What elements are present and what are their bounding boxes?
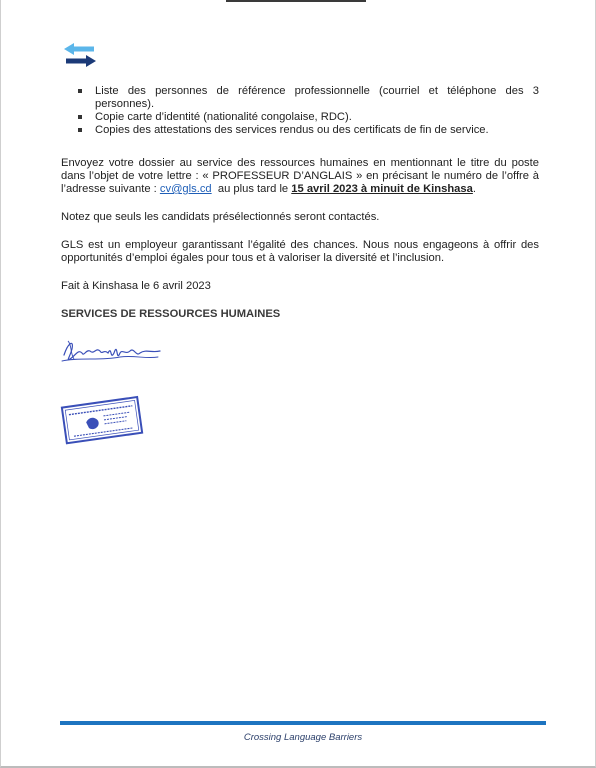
list-item: Copie carte d’identité (nationalité congolaise, RDC). <box>61 111 539 124</box>
document-body <box>61 85 539 321</box>
gls-logo-icon <box>64 43 96 67</box>
signature-icon <box>60 335 164 369</box>
application-instructions: Envoyez votre dossier au service des ressources humaines en mentionnant le titre du poste dans l’objet de votre lettre : « PROFESSEUR D’ANGLAIS » en précisant le numéro de l’offre à l’adresse suivante : cv@gls.cd au plus tard le 15 avril 2023 à minuit de Kinshasa. <box>61 157 539 195</box>
email-link[interactable]: cv@gls.cd <box>159 183 212 195</box>
stamp-icon <box>60 390 146 450</box>
bullet-icon <box>78 89 82 93</box>
shortlist-note: Notez que seuls les candidats présélectionnés seront contactés. <box>61 211 380 223</box>
list-item: Liste des personnes de référence professionnelle (courriel et téléphone des 3 personnes). <box>61 85 539 111</box>
equal-opportunity-statement: GLS est un employeur garantissant l’égalité des chances. Nous nous engageons à offrir des opportunités d’emploi égales pour tous et à valoriser la diversité et l’inclusion. <box>61 239 539 264</box>
list-item: Copies des attestations des services rendus ou des certificats de fin de service. <box>61 124 539 137</box>
deadline-text: 15 avril 2023 à minuit de Kinshasa <box>291 183 473 195</box>
footer-tagline: Crossing Language Barriers <box>243 732 363 743</box>
date-place: Fait à Kinshasa le 6 avril 2023 <box>61 280 211 292</box>
footer-divider <box>60 721 546 725</box>
bullet-icon <box>78 115 82 119</box>
requirements-list <box>61 85 539 137</box>
bullet-icon <box>78 128 82 132</box>
department-name: SERVICES DE RESSOURCES HUMAINES <box>61 308 281 320</box>
